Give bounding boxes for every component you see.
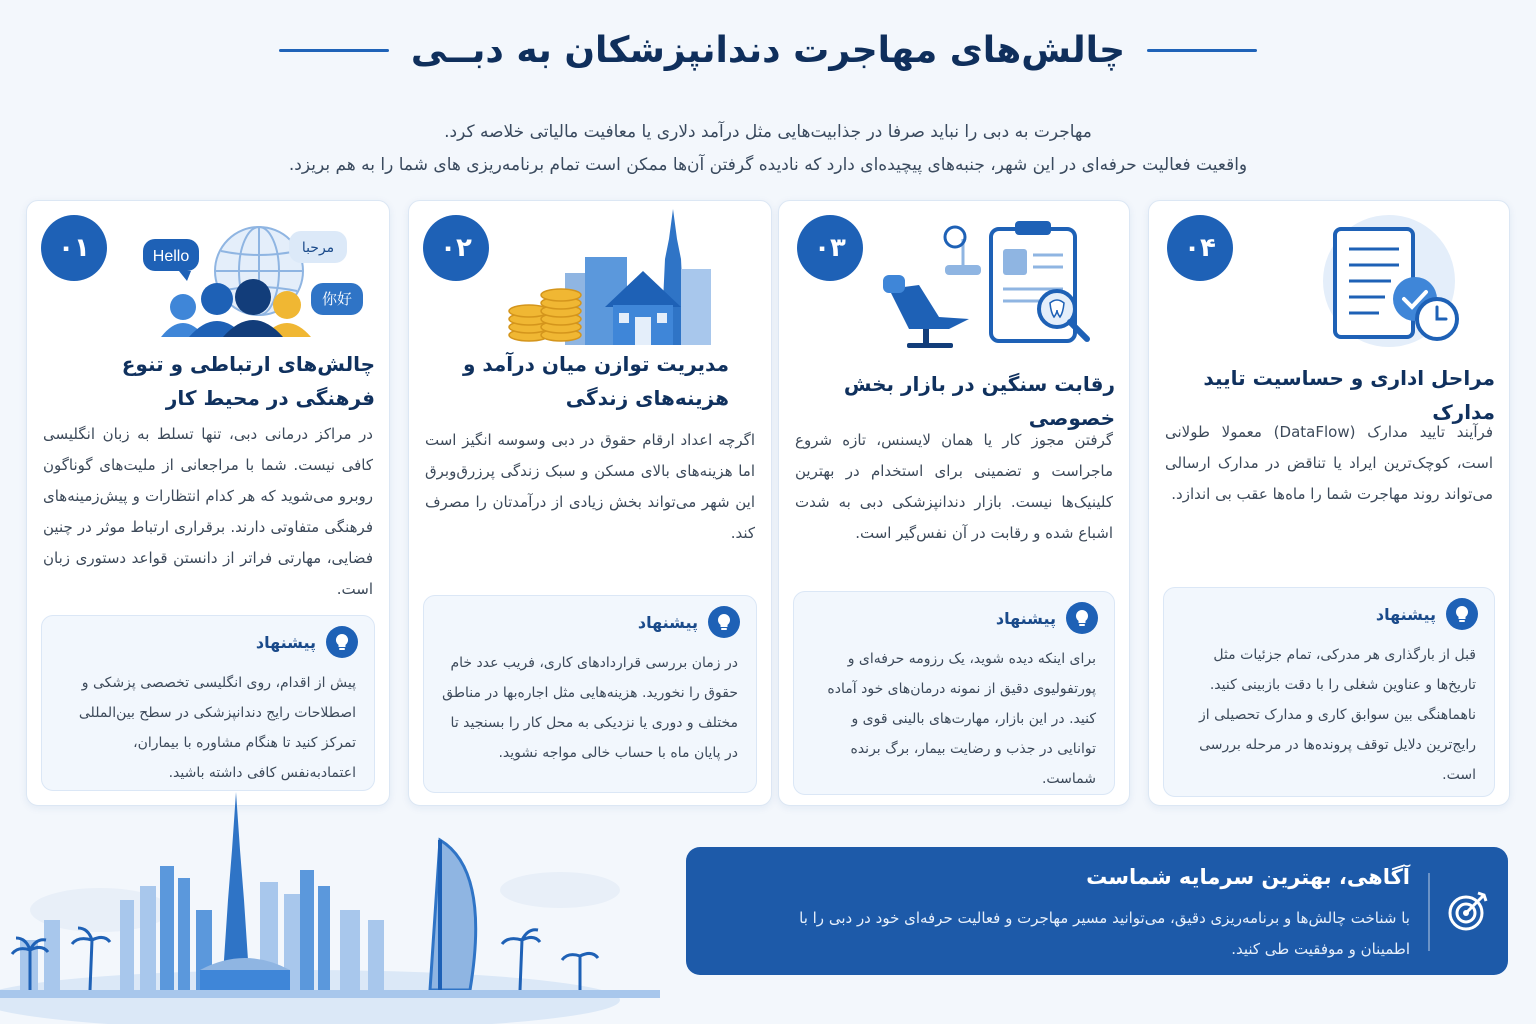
title-row xyxy=(0,30,1536,71)
card-title: مدیریت توازن میان درآمد و هزینه‌های زندگی xyxy=(462,352,729,410)
summary-banner xyxy=(686,847,1508,975)
tip-title: پیشنهاد xyxy=(995,608,1056,628)
title-divider-left xyxy=(279,49,389,52)
intro-line-1: مهاجرت به دبی را نباید صرفا در جذابیت‌هایی مثل درآمد دلاری یا معافیت مالیاتی خلاصه کرد. xyxy=(444,122,1092,142)
globe-people-icon xyxy=(139,209,375,349)
lightbulb-icon xyxy=(1066,602,1098,634)
tip-header xyxy=(638,606,740,638)
tip-box xyxy=(41,615,375,791)
header xyxy=(0,30,1536,71)
intro-line-2: واقعیت فعالیت حرفه‌ای در این شهر، جنبه‌های پیچیده‌ای دارد که نادیده گرفتن آن‌ها ممکن است تمام برنامه‌ریزی های شما را به هم بریزد. xyxy=(288,155,1248,175)
card-number-badge: ۰۱ xyxy=(41,215,107,281)
cards-container xyxy=(26,200,1510,806)
tip-title: پیشنهاد xyxy=(1375,604,1436,624)
banner-divider xyxy=(1428,873,1430,951)
card-number-badge: ۰۲ xyxy=(423,215,489,281)
tip-title: پیشنهاد xyxy=(637,612,698,632)
card-title: رقابت سنگین در بازار بخش خصوصی xyxy=(843,372,1115,430)
tip-header xyxy=(1376,598,1478,630)
tip-box xyxy=(1163,587,1495,797)
card-number-badge: ۰۴ xyxy=(1167,215,1233,281)
card-communication xyxy=(26,200,390,806)
tip-text: برای اینکه دیده شوید، یک رزومه حرفه‌ای و پورتفولیوی دقیق از نمونه درمان‌های خود آماده کنید. در این بازار، مهارت‌های بالینی قوی و توانایی در جذب و رضایت بیمار، برگ برنده شماست. xyxy=(827,651,1096,787)
intro-text xyxy=(150,116,1386,182)
tip-title: پیشنهاد xyxy=(255,632,316,652)
tip-box xyxy=(423,595,757,793)
dental-chair-clipboard-icon xyxy=(879,209,1105,349)
chinese-bubble-text: 你好 xyxy=(321,290,353,308)
title-divider-right xyxy=(1147,49,1257,52)
card-documents xyxy=(1148,200,1510,806)
document-check-clock-icon xyxy=(1299,209,1479,349)
tip-header xyxy=(996,602,1098,634)
arabic-bubble-text: مرحبا xyxy=(301,240,335,256)
lightbulb-icon xyxy=(708,606,740,638)
card-private-market xyxy=(778,200,1130,806)
tip-text: در زمان بررسی قراردادهای کاری، فریب عدد خام حقوق را نخورید. هزینه‌هایی مثل اجاره‌بها در مناطق مختلف و دوری یا نزدیکی به محل کار را بسنجید تا در پایان ماه با حساب خالی مواجه نشوید. xyxy=(442,655,738,761)
tip-header xyxy=(256,626,358,658)
target-icon xyxy=(1446,889,1490,937)
tip-box xyxy=(793,591,1115,795)
lightbulb-icon xyxy=(1446,598,1478,630)
card-body: در مراکز درمانی دبی، تنها تسلط به زبان انگلیسی کافی نیست. شما با مراجعانی از ملیت‌های گوناگون روبرو می‌شوید که هر کدام انتظارات و پیش‌زمینه‌های فرهنگی متفاوتی دارند. برقراری ارتباط موثر در چنین فضایی، مهارتی فراتر از دانستن قواعد دستوری زبان است. xyxy=(43,425,373,598)
card-title: چالش‌های ارتباطی و تنوع فرهنگی در محیط کار xyxy=(121,352,375,410)
lightbulb-icon xyxy=(326,626,358,658)
card-body: فرآیند تایید مدارک (DataFlow) معمولا طولانی است، کوچک‌ترین ایراد یا تناقض در مدارک ارسالی می‌تواند روند مهاجرت شما را ماه‌ها عقب بی اندازد. xyxy=(1165,423,1493,503)
card-number-badge: ۰۳ xyxy=(797,215,863,281)
card-cost-of-living xyxy=(408,200,772,806)
city-coins-icon xyxy=(505,209,729,349)
page-title: چالش‌های مهاجرت دندانپزشکان به دبــی xyxy=(410,30,1126,71)
banner-text: با شناخت چالش‌ها و برنامه‌ریزی دقیق، می‌توانید مسیر مهاجرت و فعالیت حرفه‌ای خود در دبی را با اطمینان و موفقیت طی کنید. xyxy=(799,909,1410,958)
tip-text: پیش از اقدام، روی انگلیسی تخصصی پزشکی و اصطلاحات رایج دندانپزشکی در سطح بین‌المللی تمرکز کنید تا هنگام مشاوره با بیماران، اعتمادبه‌نفس کافی داشته باشید. xyxy=(78,675,356,781)
dubai-skyline-illustration xyxy=(0,790,660,1024)
hello-bubble-text: Hello xyxy=(152,248,190,265)
tip-text: قبل از بارگذاری هر مدرکی، تمام جزئیات مثل تاریخ‌ها و عناوین شغلی را با دقت بازبینی کنید. ناهماهنگی بین سوابق کاری و مدارک تحصیلی از رایج‌ترین دلایل توقف پرونده‌ها در مرحله بررسی است. xyxy=(1199,647,1476,783)
banner-title: آگاهی، بهترین سرمایه شماست xyxy=(1086,865,1410,889)
card-body: گرفتن مجوز کار یا همان لایسنس، تازه شروع ماجراست و تضمینی برای استخدام در بهترین کلینیک‌ها نیست. بازار دندانپزشکی دبی به شدت اشباع شده و رقابت در آن نفس‌گیر است. xyxy=(795,431,1113,542)
card-body: اگرچه اعداد ارقام حقوق در دبی وسوسه انگیز است اما هزینه‌های بالای مسکن و سبک زندگی پرزرق‌وبرق این شهر می‌تواند بخش زیادی از درآمدتان را مصرف کند. xyxy=(425,431,755,542)
card-title: مراحل اداری و حساسیت تایید مدارک xyxy=(1203,366,1495,424)
